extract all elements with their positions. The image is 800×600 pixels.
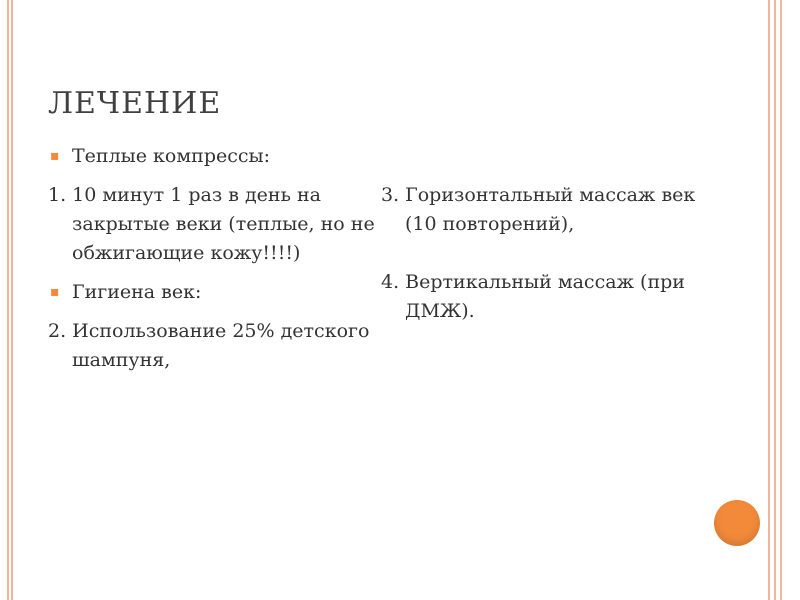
bullet-text: Гигиена век: [72,281,202,303]
spacer [48,268,378,278]
bullet-text: Теплые компрессы: [72,145,271,167]
right-border-line [774,0,776,600]
spacer [48,307,378,317]
bullet-icon: ▪ [50,148,60,164]
numbered-item: 3. Горизонтальный массаж век (10 повторений), [381,184,696,235]
spacer [381,239,701,268]
orange-circle-icon [714,500,760,546]
spacer [381,142,701,181]
numbered-item: 4. Вертикальный массаж (при ДМЖ). [381,271,685,322]
bullet-icon: ▪ [50,284,60,300]
right-border-line [780,0,782,600]
left-border-line [11,0,13,600]
left-column [48,142,378,375]
bullet-item [48,142,378,171]
numbered-item: 2. Использование 25% детского шампуня, [48,320,370,371]
left-border-line [7,0,9,600]
right-column [381,142,701,326]
bullet-item [48,278,378,307]
spacer [48,171,378,181]
numbered-item: 1. 10 минут 1 раз в день на закрытые веки (теплые, но не обжигающие кожу!!!!) [48,184,375,264]
slide-title: ЛЕЧЕНИЕ [48,86,222,121]
right-border-line [768,0,770,600]
